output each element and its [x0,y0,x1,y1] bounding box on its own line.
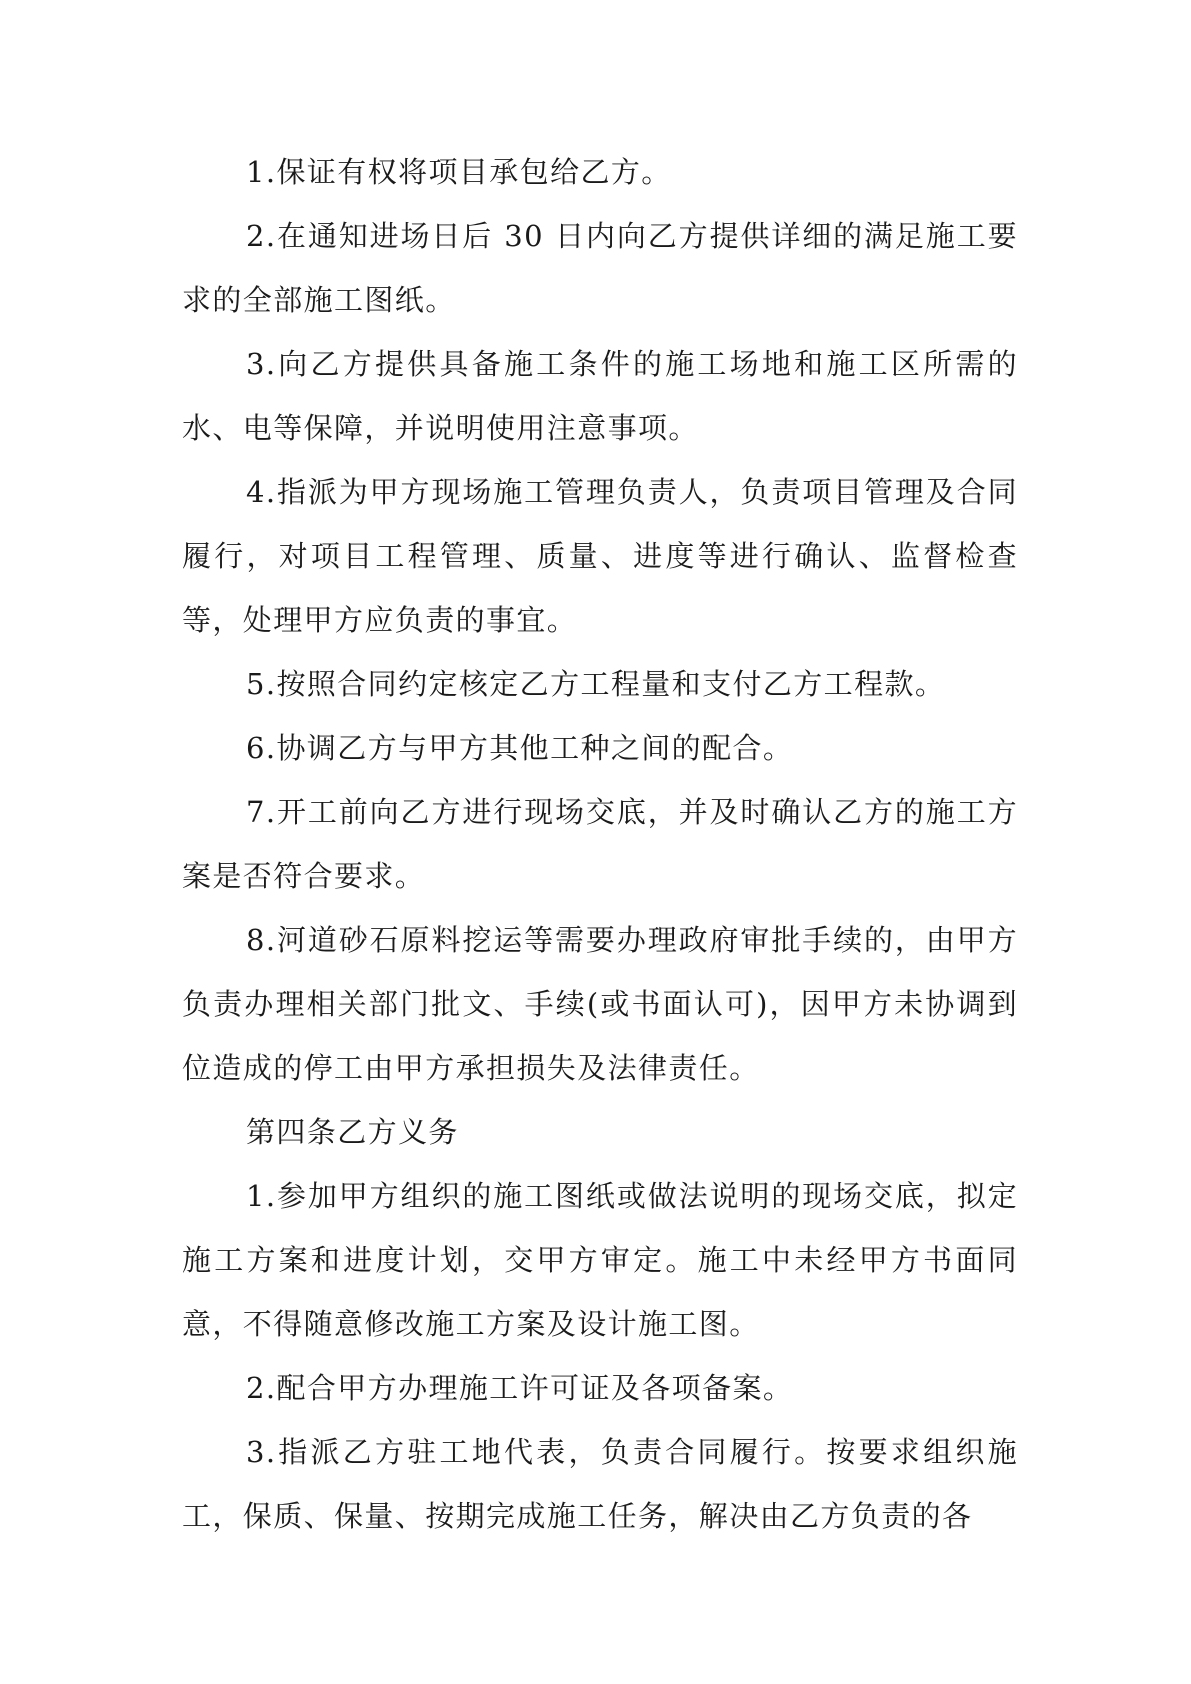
clause-party-a-2: 2.在通知进场日后 30 日内向乙方提供详细的满足施工要求的全部施工图纸。 [182,219,1018,317]
clause-party-a-8: 8.河道砂石原料挖运等需要办理政府审批手续的，由甲方负责办理相关部门批文、手续(或书面认可)，因甲方未协调到位造成的停工由甲方承担损失及法律责任。 [182,923,1018,1085]
clause-party-b-1: 1.参加甲方组织的施工图纸或做法说明的现场交底，拟定施工方案和进度计划，交甲方审定。施工中未经甲方书面同意，不得随意修改施工方案及设计施工图。 [182,1179,1018,1341]
clause-party-a-7: 7.开工前向乙方进行现场交底，并及时确认乙方的施工方案是否符合要求。 [182,795,1018,893]
clause-party-b-3: 3.指派乙方驻工地代表，负责合同履行。按要求组织施工，保质、保量、按期完成施工任务，解决由乙方负责的各 [182,1435,1018,1533]
clause-party-a-1: 1.保证有权将项目承包给乙方。 [246,155,672,189]
clause-party-a-5: 5.按照合同约定核定乙方工程量和支付乙方工程款。 [246,667,946,701]
clause-party-a-6: 6.协调乙方与甲方其他工种之间的配合。 [246,731,794,765]
clause-party-a-3: 3.向乙方提供具备施工条件的施工场地和施工区所需的水、电等保障，并说明使用注意事项。 [182,347,1018,445]
document-body [182,140,1018,1548]
clause-party-b-2: 2.配合甲方办理施工许可证及各项备案。 [246,1371,794,1405]
section-heading-article-4: 第四条乙方义务 [246,1115,459,1149]
clause-party-a-4: 4.指派为甲方现场施工管理负责人，负责项目管理及合同履行，对项目工程管理、质量、进度等进行确认、监督检查等，处理甲方应负责的事宜。 [182,475,1018,637]
